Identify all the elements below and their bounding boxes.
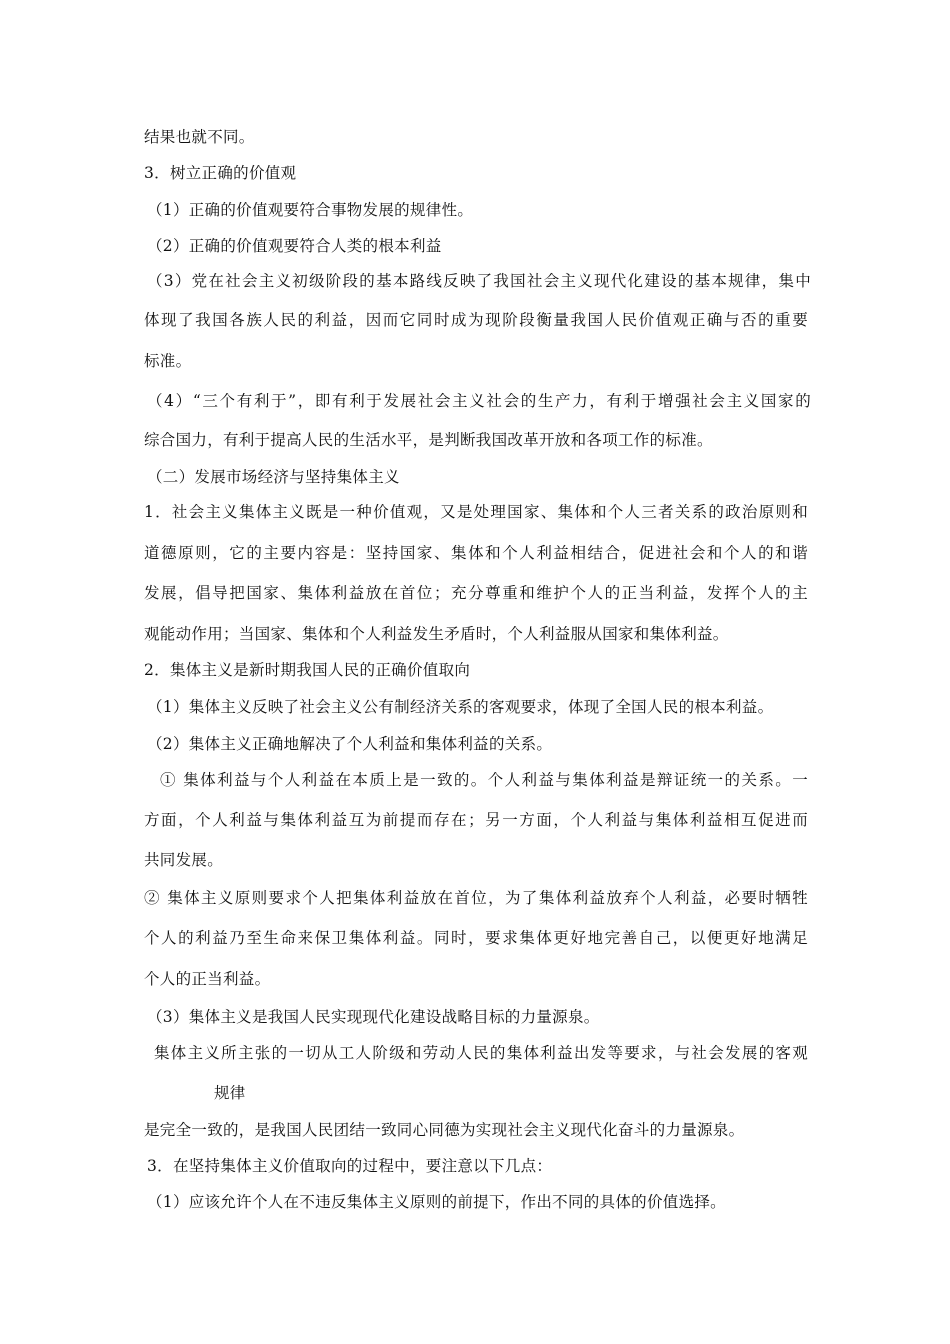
text-line: （4）“三个有利于”，即有利于发展社会主义社会的生产力，有利于增强社会主义国家的: [147, 392, 811, 410]
text-line: 是完全一致的，是我国人民团结一致同心同德为实现社会主义现代化奋斗的力量源泉。: [144, 1121, 745, 1139]
text-line: 规律: [214, 1084, 246, 1102]
text-line: ② 集体主义原则要求个人把集体利益放在首位，为了集体利益放弃个人利益，必要时牺牲: [144, 889, 808, 907]
section-heading: 3．在坚持集体主义价值取向的过程中，要注意以下几点：: [147, 1157, 553, 1175]
text-line: 标准。: [144, 352, 192, 370]
text-line: （1）应该允许个人在不违反集体主义原则的前提下，作出不同的具体的价值选择。: [147, 1193, 726, 1211]
text-line: 个人的利益乃至生命来保卫集体利益。同时，要求集体更好地完善自己，以便更好地满足: [144, 929, 808, 947]
text-line: （3）集体主义是我国人民实现现代化建设战略目标的力量源泉。: [147, 1008, 600, 1026]
text-line: 综合国力，有利于提高人民的生活水平，是判断我国改革开放和各项工作的标准。: [144, 431, 713, 449]
text-line: 方面，个人利益与集体利益互为前提而存在；另一方面，个人利益与集体利益相互促进而: [144, 811, 808, 829]
text-line: 观能动作用；当国家、集体和个人利益发生矛盾时，个人利益服从国家和集体利益。: [144, 625, 729, 643]
text-line: 共同发展。: [144, 851, 224, 869]
text-line: ① 集体利益与个人利益在本质上是一致的。个人利益与集体利益是辩证统一的关系。一: [160, 771, 808, 789]
text-line: 个人的正当利益。: [144, 970, 271, 988]
text-line: （2）集体主义正确地解决了个人利益和集体利益的关系。: [147, 735, 553, 753]
text-line: （3）党在社会主义初级阶段的基本路线反映了我国社会主义现代化建设的基本规律，集中: [147, 272, 811, 290]
section-heading: 2．集体主义是新时期我国人民的正确价值取向: [144, 661, 471, 679]
text-line: 结果也就不同。: [144, 128, 255, 146]
text-line: 1．社会主义集体主义既是一种价值观，又是处理国家、集体和个人三者关系的政治原则和: [144, 503, 808, 521]
text-line: 道德原则，它的主要内容是：坚持国家、集体和个人利益相结合，促进社会和个人的和谐: [144, 544, 808, 562]
text-line: （2）正确的价值观要符合人类的根本利益: [147, 237, 442, 255]
text-line: （1）正确的价值观要符合事物发展的规律性。: [147, 201, 474, 219]
text-line: 发展，倡导把国家、集体利益放在首位；充分尊重和维护个人的正当利益，发挥个人的主: [144, 584, 808, 602]
section-heading: （二）发展市场经济与坚持集体主义: [147, 468, 400, 486]
text-line: 集体主义所主张的一切从工人阶级和劳动人民的集体利益出发等要求，与社会发展的客观: [154, 1044, 808, 1062]
text-line: 体现了我国各族人民的利益，因而它同时成为现阶段衡量我国人民价值观正确与否的重要: [144, 311, 808, 329]
text-line: （1）集体主义反映了社会主义公有制经济关系的客观要求，体现了全国人民的根本利益。: [147, 698, 774, 716]
section-heading: 3．树立正确的价值观: [144, 164, 297, 182]
